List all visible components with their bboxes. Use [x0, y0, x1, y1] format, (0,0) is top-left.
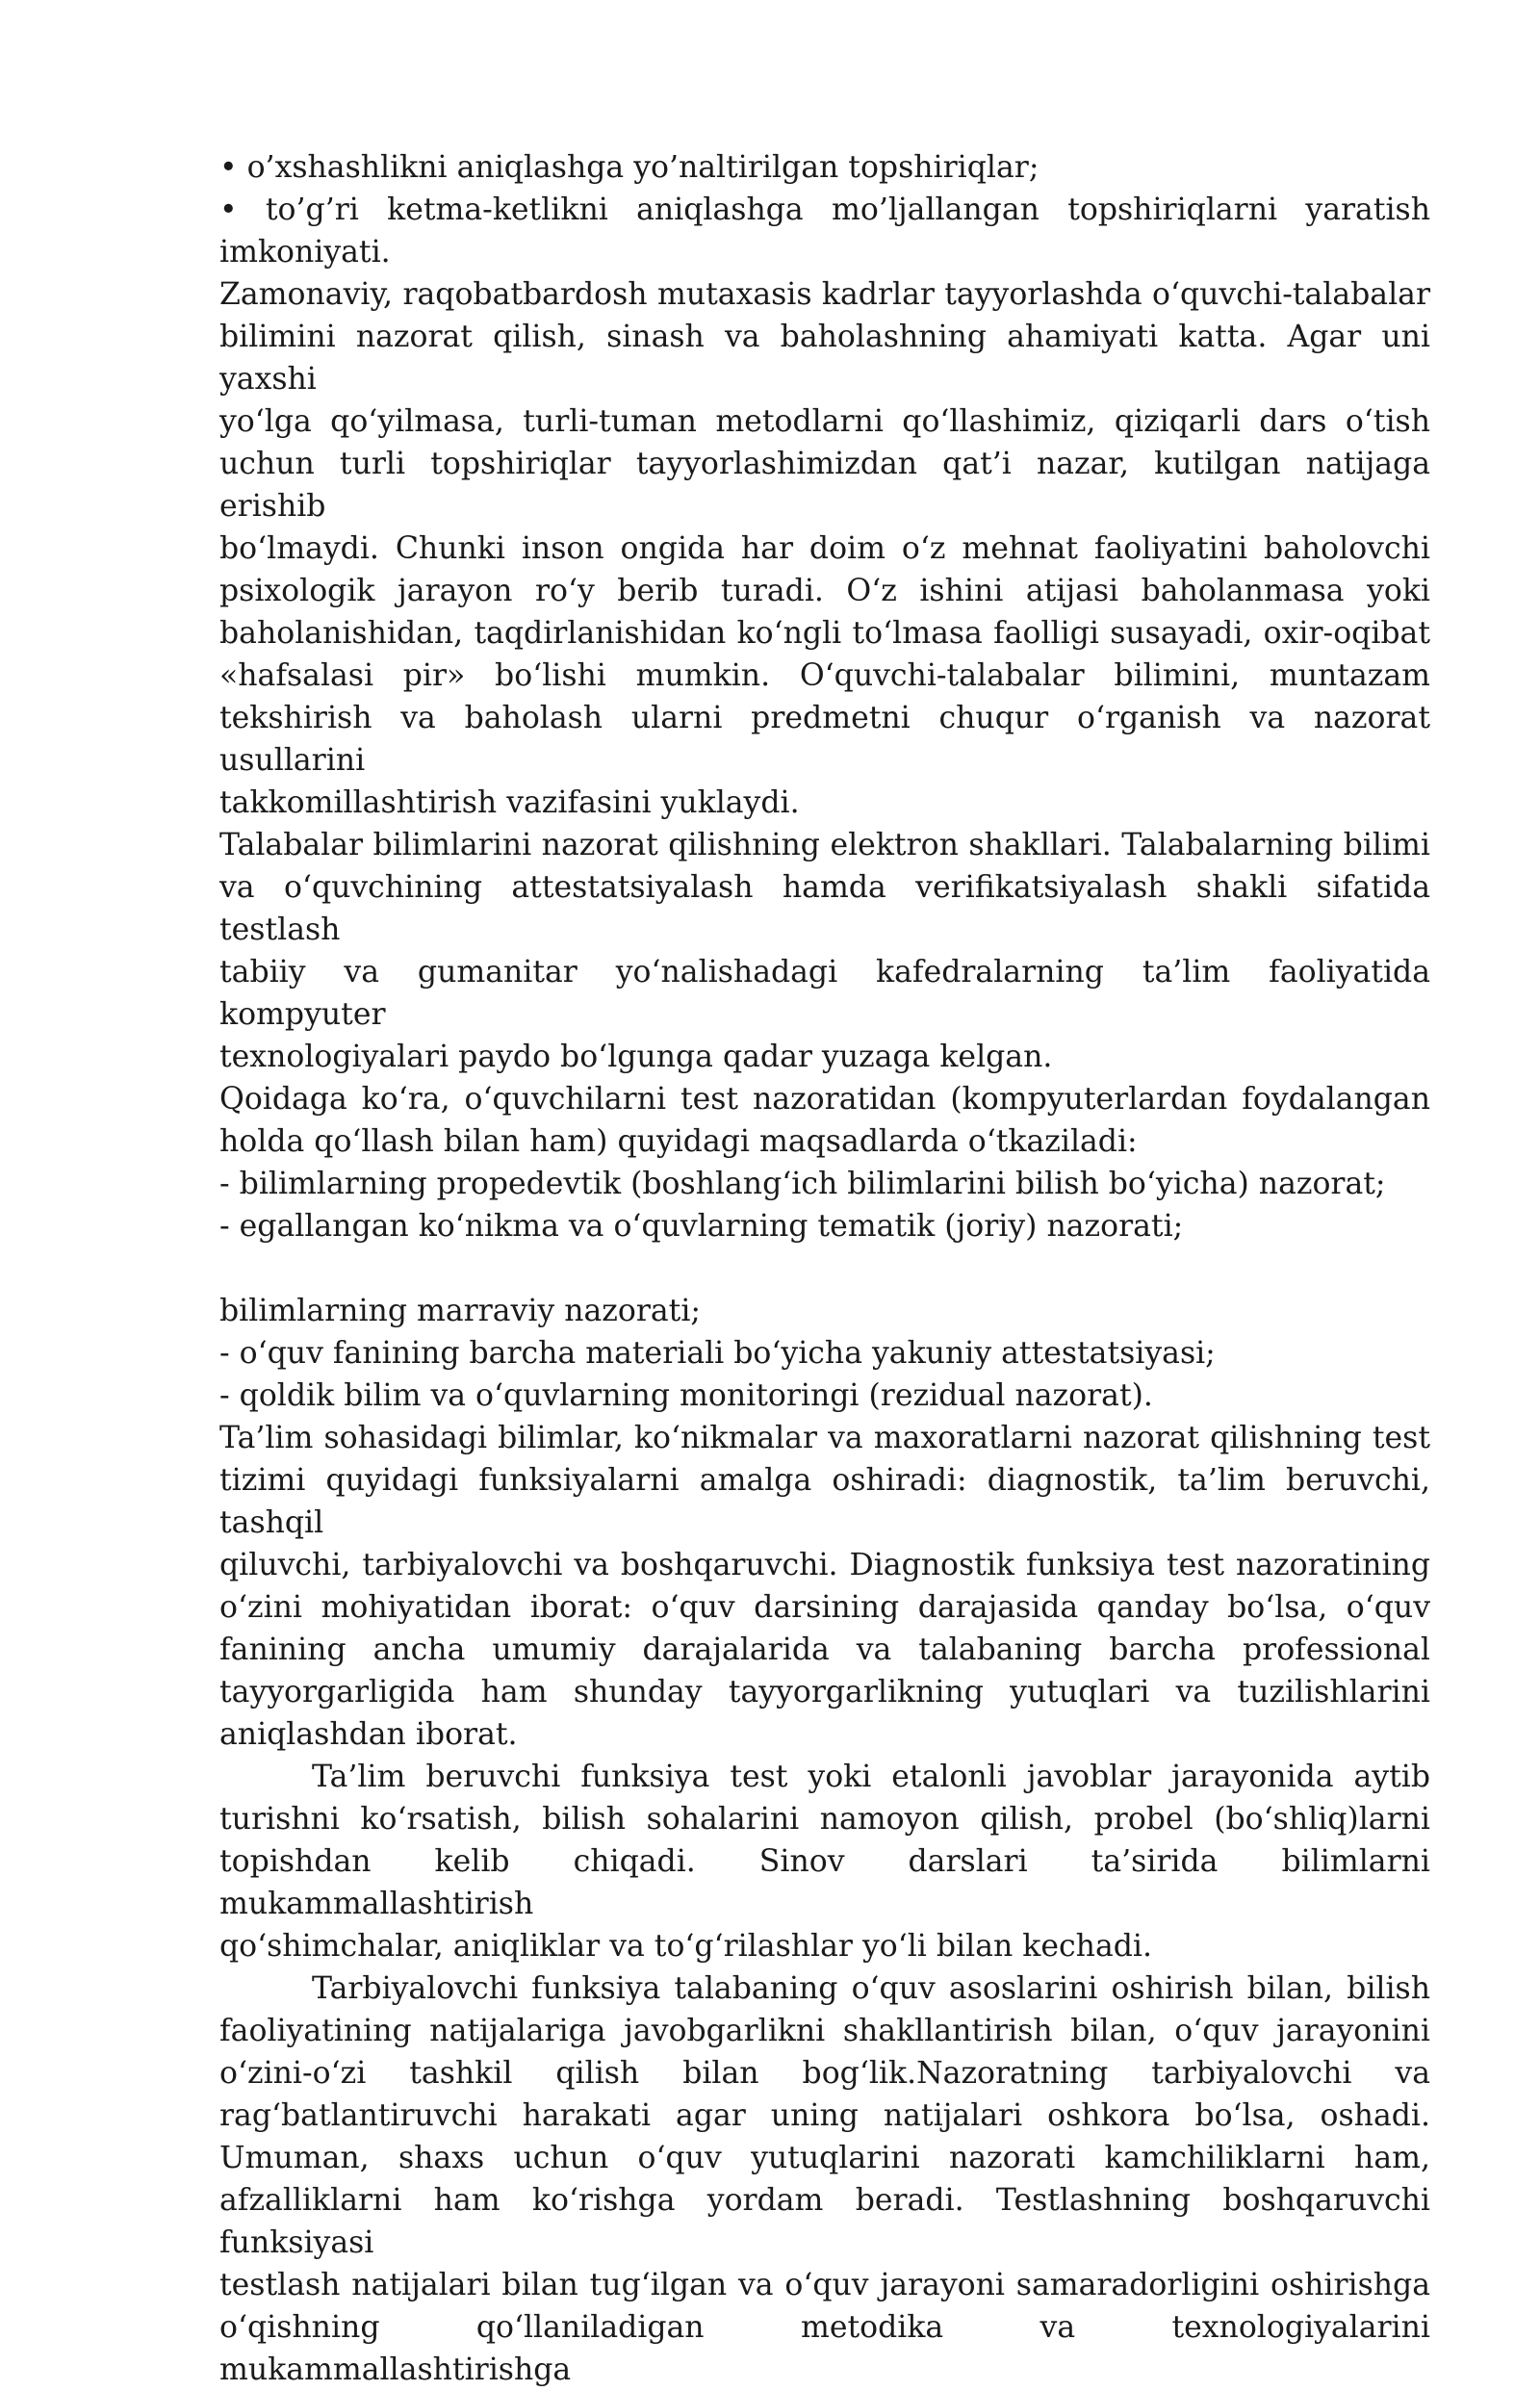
text-line: bilimlarning marraviy nazorati;	[219, 1294, 702, 1328]
text-line: holda qo‘llash bilan ham) quyidagi maqsadlarda o‘tkaziladi:	[219, 1124, 1138, 1159]
text-line: Qoidaga ko‘ra, o‘quvchilarni test nazoratidan (kompyuterlardan foydalangan	[219, 1082, 1430, 1117]
text-line: Ta’lim sohasidagi bilimlar, ko‘nikmalar va maxoratlarni nazorat qilishning test	[219, 1421, 1430, 1455]
blank-line	[219, 1247, 1430, 1290]
text-line: Tarbiyalovchi funksiya talabaning o‘quv asoslarini oshirish bilan, bilish	[312, 1971, 1430, 2006]
text-line: texnologiyalari paydo bo‘lgunga qadar yuzaga kelgan.	[219, 1040, 1053, 1074]
text-line: tabiiy va gumanitar yo‘nalishadagi kafedralarning ta’lim faoliyatida kompyuter	[219, 955, 1430, 1032]
text-line: faoliyatining natijalariga javobgarlikni shakllantirish bilan, o‘quv jarayonini	[219, 2014, 1430, 2048]
text-line: • to’g’ri ketma-ketlikni aniqlashga mo’ljallangan topshiriqlarni yaratish	[219, 193, 1430, 227]
text-line: testlash natijalari bilan tug‘ilgan va o‘quv jarayoni samaradorligini oshirishga	[219, 2268, 1430, 2302]
text-line: fanining ancha umumiy darajalarida va talabaning barcha professional	[219, 1633, 1430, 1667]
text-line: uchun turli topshiriqlar tayyorlashimizdan qat’i nazar, kutilgan natijaga erishib	[219, 447, 1430, 524]
text-line: qiluvchi, tarbiyalovchi va boshqaruvchi. Diagnostik funksiya test nazoratining	[219, 1548, 1430, 1582]
text-line: o‘zini-o‘zi tashkil qilish bilan bog‘lik.Nazoratning tarbiyalovchi va	[219, 2056, 1430, 2091]
text-line: o‘zini mohiyatidan iborat: o‘quv darsining darajasida qanday bo‘lsa, o‘quv	[219, 1590, 1430, 1625]
text-line: yo‘lga qo‘yilmasa, turli-tuman metodlarni qo‘llashimiz, qiziqarli dars o‘tish	[219, 404, 1430, 439]
text-line: • o’xshashlikni aniqlashga yo’naltirilgan topshiriqlar;	[219, 150, 1040, 185]
text-line: Ta’lim beruvchi funksiya test yoki etalonli javoblar jarayonida aytib	[312, 1760, 1430, 1794]
text-line: baholanishidan, taqdirlanishidan ko‘ngli to‘lmasa faolligi susayadi, oxir-oqibat	[219, 616, 1430, 651]
text-line: va o‘quvchining attestatsiyalash hamda verifikatsiyalash shakli sifatida testlash	[219, 870, 1430, 947]
text-line: imkoniyati.	[219, 235, 391, 270]
text-line: Zamonaviy, raqobatbardosh mutaxasis kadrlar tayyorlashda o‘quvchi-talabalar	[219, 277, 1430, 312]
text-line: tekshirish va baholash ularni predmetni chuqur o‘rganish va nazorat usullarini	[219, 701, 1430, 778]
text-line: afzalliklarni ham ko‘rishga yordam beradi. Testlashning boshqaruvchi funksiyasi	[219, 2183, 1430, 2260]
text-line: psixologik jarayon ro‘y berib turadi. O‘z ishini atijasi baholanmasa yoki	[219, 574, 1430, 608]
text-line: rag‘batlantiruvchi harakati agar uning natijalari oshkora bo‘lsa, oshadi.	[219, 2098, 1430, 2133]
text-line: tizimi quyidagi funksiyalarni amalga oshiradi: diagnostik, ta’lim beruvchi, tashqil	[219, 1463, 1430, 1540]
text-line: Talabalar bilimlarini nazorat qilishning elektron shakllari. Talabalarning bilimi	[219, 828, 1430, 862]
text-line: takkomillashtirish vazifasini yuklaydi.	[219, 785, 800, 820]
text-line: bo‘lmaydi. Chunki inson ongida har doim o‘z mehnat faoliyatini baholovchi	[219, 531, 1430, 566]
text-line: tayyorgarligida ham shunday tayyorgarlikning yutuqlari va tuzilishlarini	[219, 1675, 1430, 1710]
text-line: - egallangan ko‘nikma va o‘quvlarning tematik (joriy) nazorati;	[219, 1209, 1184, 1244]
text-line: - o‘quv fanining barcha materiali bo‘yicha yakuniy attestatsiyasi;	[219, 1336, 1216, 1371]
text-line: «hafsalasi pir» bo‘lishi mumkin. O‘quvchi-talabalar bilimini, muntazam	[219, 658, 1430, 693]
text-line: Umuman, shaxs uchun o‘quv yutuqlarini nazorati kamchiliklarni ham,	[219, 2141, 1430, 2175]
document-page	[219, 146, 1430, 2391]
text-line: aniqlashdan iborat.	[219, 1717, 518, 1752]
text-line: bilimini nazorat qilish, sinash va baholashning ahamiyati katta. Agar uni yaxshi	[219, 320, 1430, 397]
text-line: topishdan kelib chiqadi. Sinov darslari ta’sirida bilimlarni mukammallashtirish	[219, 1844, 1430, 1921]
text-line: - bilimlarning propedevtik (boshlang‘ich bilimlarini bilish bo‘yicha) nazorat;	[219, 1167, 1386, 1201]
text-line: turishni ko‘rsatish, bilish sohalarini namoyon qilish, probel (bo‘shliq)larni	[219, 1802, 1430, 1837]
text-line: qo‘shimchalar, aniqliklar va to‘g‘rilashlar yo‘li bilan kechadi.	[219, 1929, 1152, 1964]
text-line: - qoldik bilim va o‘quvlarning monitoringi (rezidual nazorat).	[219, 1378, 1153, 1413]
text-line: o‘qishning qo‘llaniladigan metodika va texnologiyalarini mukammallashtirishga	[219, 2310, 1430, 2387]
